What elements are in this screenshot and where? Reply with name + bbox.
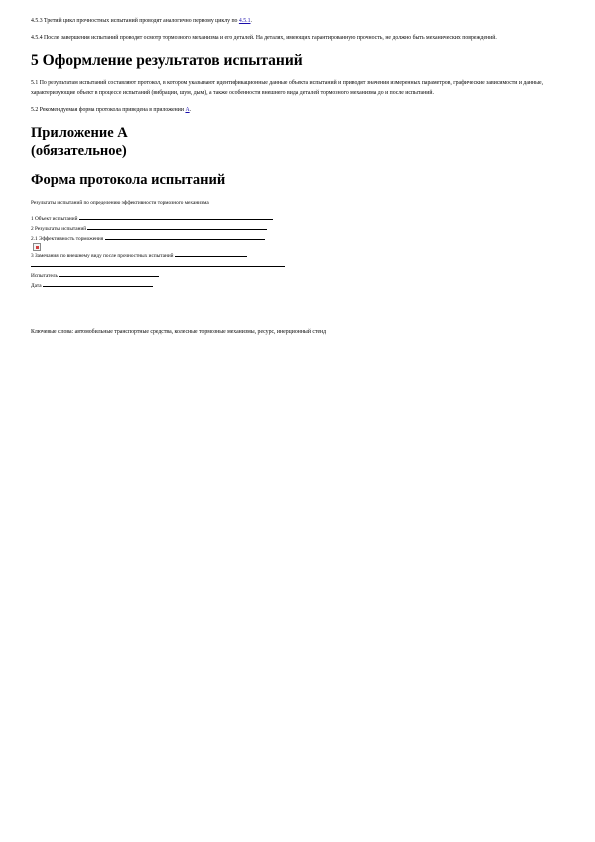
form-line-date-blank [43, 281, 153, 287]
paragraph-5-2-text: 5.2 Рекомендуемая форма протокола приведена в приложении [31, 107, 184, 113]
link-4-5-1[interactable]: 4.5.1 [238, 18, 251, 24]
form-line-results [31, 224, 571, 234]
section-5-heading: 5 Оформление результатов испытаний [31, 52, 303, 69]
form-line-remarks-blank-2 [31, 261, 285, 267]
form-line-remarks-continuation [31, 261, 571, 271]
paragraph-4-5-3-text: 4.5.3 Третий цикл прочностных испытаний проводят аналогично первому циклу по [31, 18, 238, 24]
form-line-tester-label: Испытатель [31, 272, 58, 279]
keywords: Ключевые слова: автомобильные транспортные средства, колесные тормозные механизмы, ресурс, инерционный стенд [31, 328, 327, 335]
form-line-remarks-label: 3 Замечания по внешнему виду после прочностных испытаний [31, 253, 174, 260]
link-appendix-a[interactable]: А [185, 107, 190, 113]
form-line-date [31, 281, 571, 291]
paragraph-5-2-end: . [189, 107, 192, 113]
form-title-heading: Форма протокола испытаний [31, 172, 226, 188]
form-image-row [31, 243, 571, 251]
paragraph-4-5-3 [31, 16, 571, 26]
form-line-efficiency [31, 234, 571, 244]
paragraph-5-1: 5.1 По результатам испытаний составляют протокол, в котором указывают идентификационные данные объекта испытаний и приводят значения измеренных параметров, графические зависимости и данные, характеризующие объект в процессе испытаний (вибрации, шум, дым), а также особенности внешнего вида деталей тормозного механизма до и после испытаний. [31, 80, 544, 96]
form-line-efficiency-blank [105, 234, 265, 240]
paragraph-4-5-4: 4.5.4 После завершения испытаний проводят осмотр тормозного механизма и его деталей. На деталях, имеющих гарантированную прочность, не должно быть механических повреждений. [31, 35, 497, 41]
form-line-object-label: 1 Объект испытаний [31, 216, 78, 222]
form-caption: Результаты испытаний по определению эффективности тормозного механизма [31, 200, 209, 206]
form-line-object [31, 214, 571, 224]
form-line-remarks-blank [175, 251, 247, 257]
form-line-date-label: Дата [31, 282, 42, 289]
form-line-object-blank [79, 214, 273, 220]
broken-image-icon [33, 243, 41, 251]
form-line-efficiency-label: 2.1 Эффективность торможения [31, 235, 104, 242]
appendix-heading-line1: Приложение А [31, 125, 128, 141]
appendix-heading-line2: (обязательное) [31, 143, 127, 159]
paragraph-5-2 [31, 105, 571, 115]
document-page [31, 14, 571, 337]
form-line-tester [31, 271, 571, 281]
protocol-form [31, 214, 571, 291]
form-line-remarks [31, 251, 571, 261]
form-line-results-blank [87, 224, 267, 230]
form-line-tester-blank [59, 271, 159, 277]
paragraph-4-5-3-end: . [250, 18, 252, 24]
form-line-results-label: 2 Результаты испытаний [31, 225, 87, 232]
